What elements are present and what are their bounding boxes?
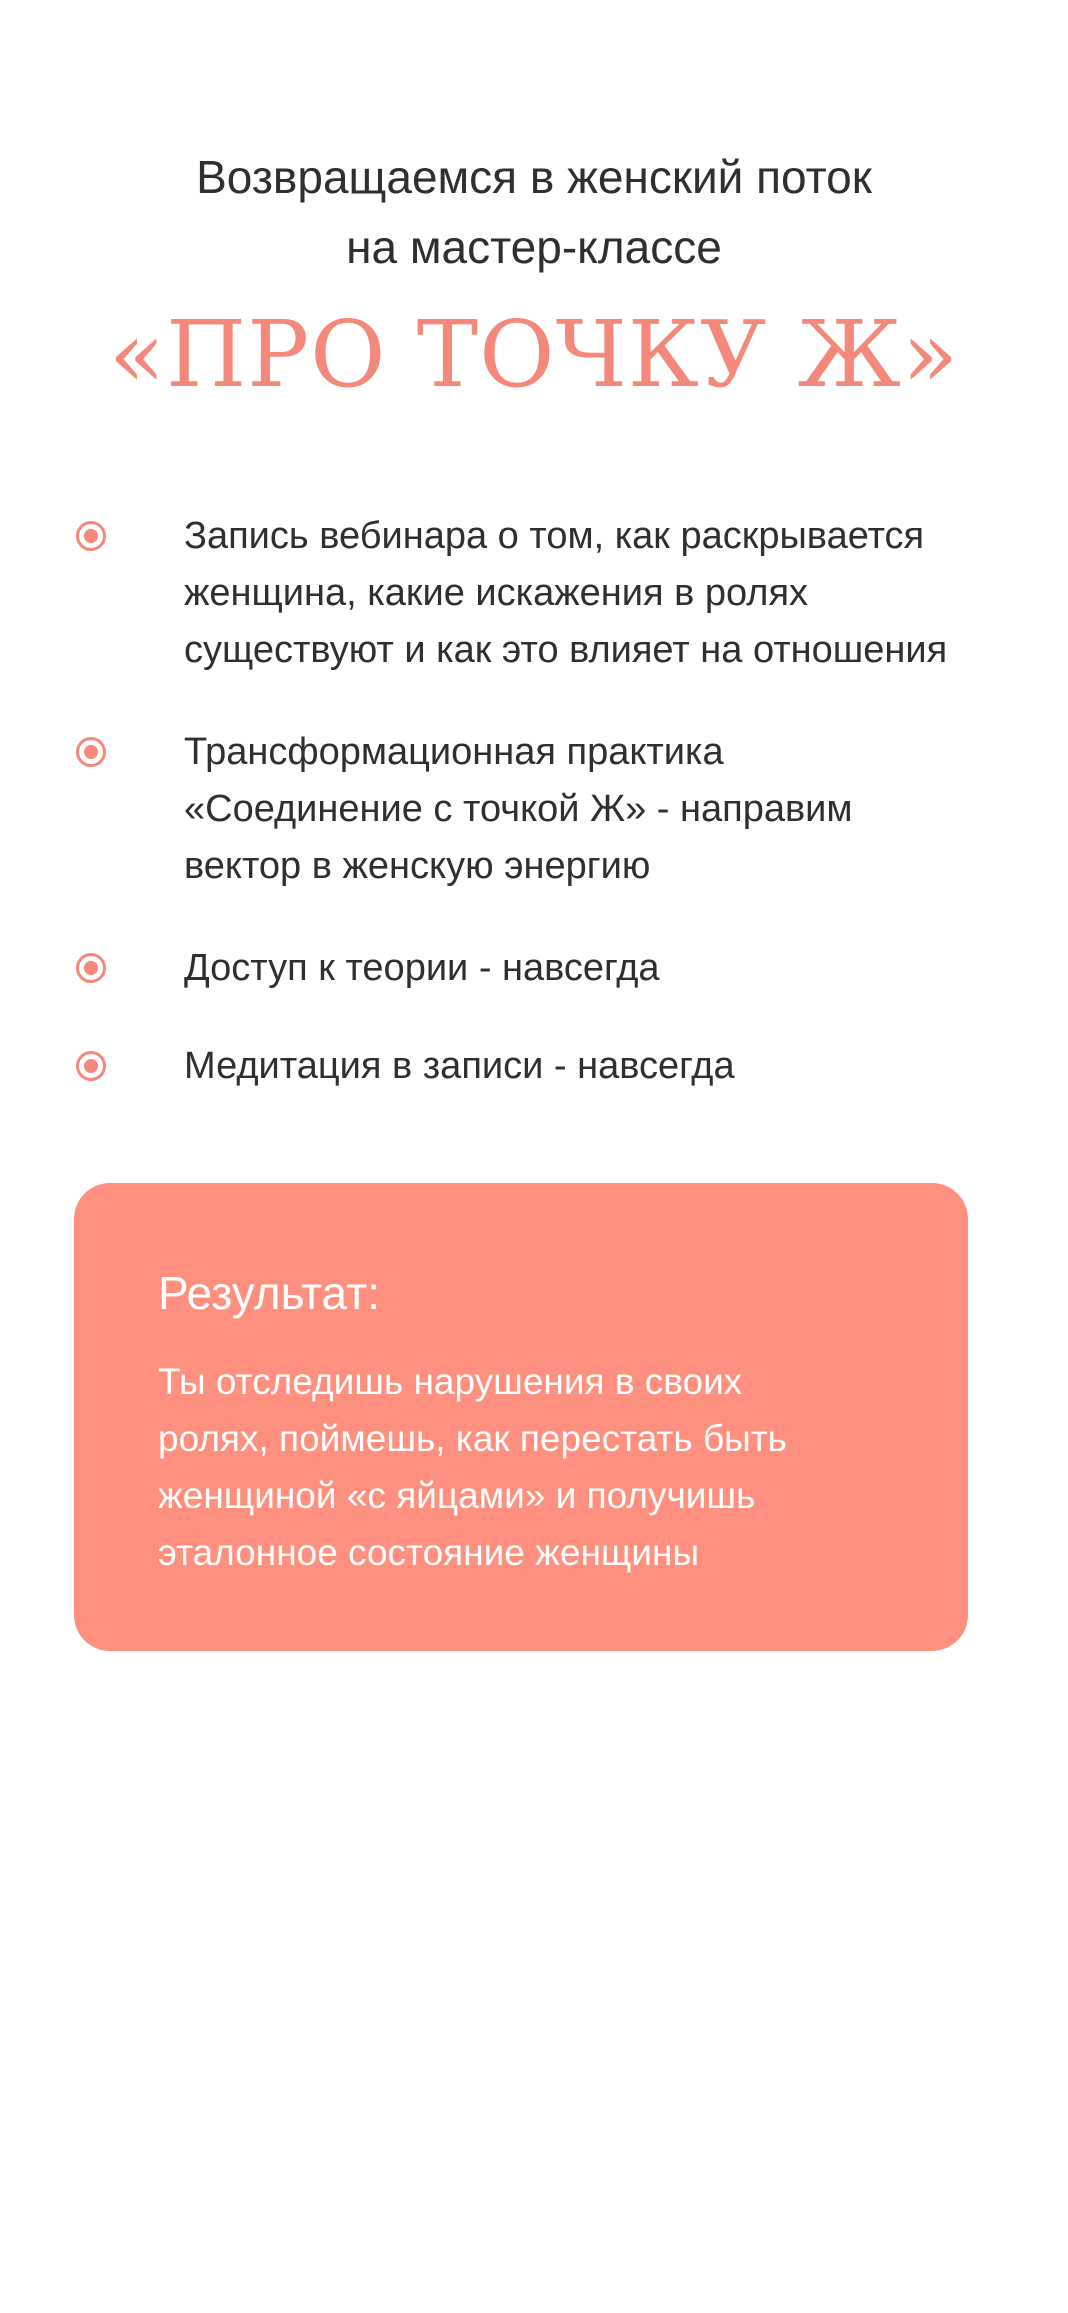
page-title: «ПРО ТОЧКУ Ж» (108, 301, 960, 408)
result-card (74, 1183, 968, 1651)
result-line: ролях, поймешь, как перестать быть (158, 1418, 787, 1459)
intro-line-1: Возвращаемся в женский поток (196, 151, 872, 203)
result-line: Ты отследишь нарушения в своих (158, 1361, 743, 1402)
feature-line: Трансформационная практика (184, 731, 724, 773)
feature-text (184, 724, 1004, 895)
result-text (158, 1353, 898, 1581)
bullet-circle-icon (76, 1051, 106, 1081)
intro-line-2: на мастер-классе (346, 221, 722, 273)
feature-text (184, 940, 1004, 997)
feature-line: женщина, какие искажения в ролях (184, 572, 809, 614)
bullet-circle-icon (76, 521, 106, 551)
feature-line: вектор в женскую энергию (184, 845, 651, 887)
bullet-circle-icon (76, 737, 106, 767)
feature-line: Медитация в записи - навсегда (184, 1045, 735, 1087)
feature-line: Доступ к теории - навсегда (184, 947, 660, 989)
feature-text (184, 1038, 1004, 1095)
feature-text (184, 508, 1004, 679)
feature-line: «Соединение с точкой Ж» - направим (184, 788, 853, 830)
result-line: эталонное состояние женщины (158, 1532, 700, 1573)
feature-line: существуют и как это влияет на отношения (184, 629, 948, 671)
bullet-circle-icon (76, 953, 106, 983)
feature-line: Запись вебинара о том, как раскрывается (184, 515, 925, 557)
intro-heading (0, 142, 1068, 282)
result-line: женщиной «с яйцами» и получишь (158, 1475, 756, 1516)
result-title: Результат: (158, 1267, 380, 1319)
